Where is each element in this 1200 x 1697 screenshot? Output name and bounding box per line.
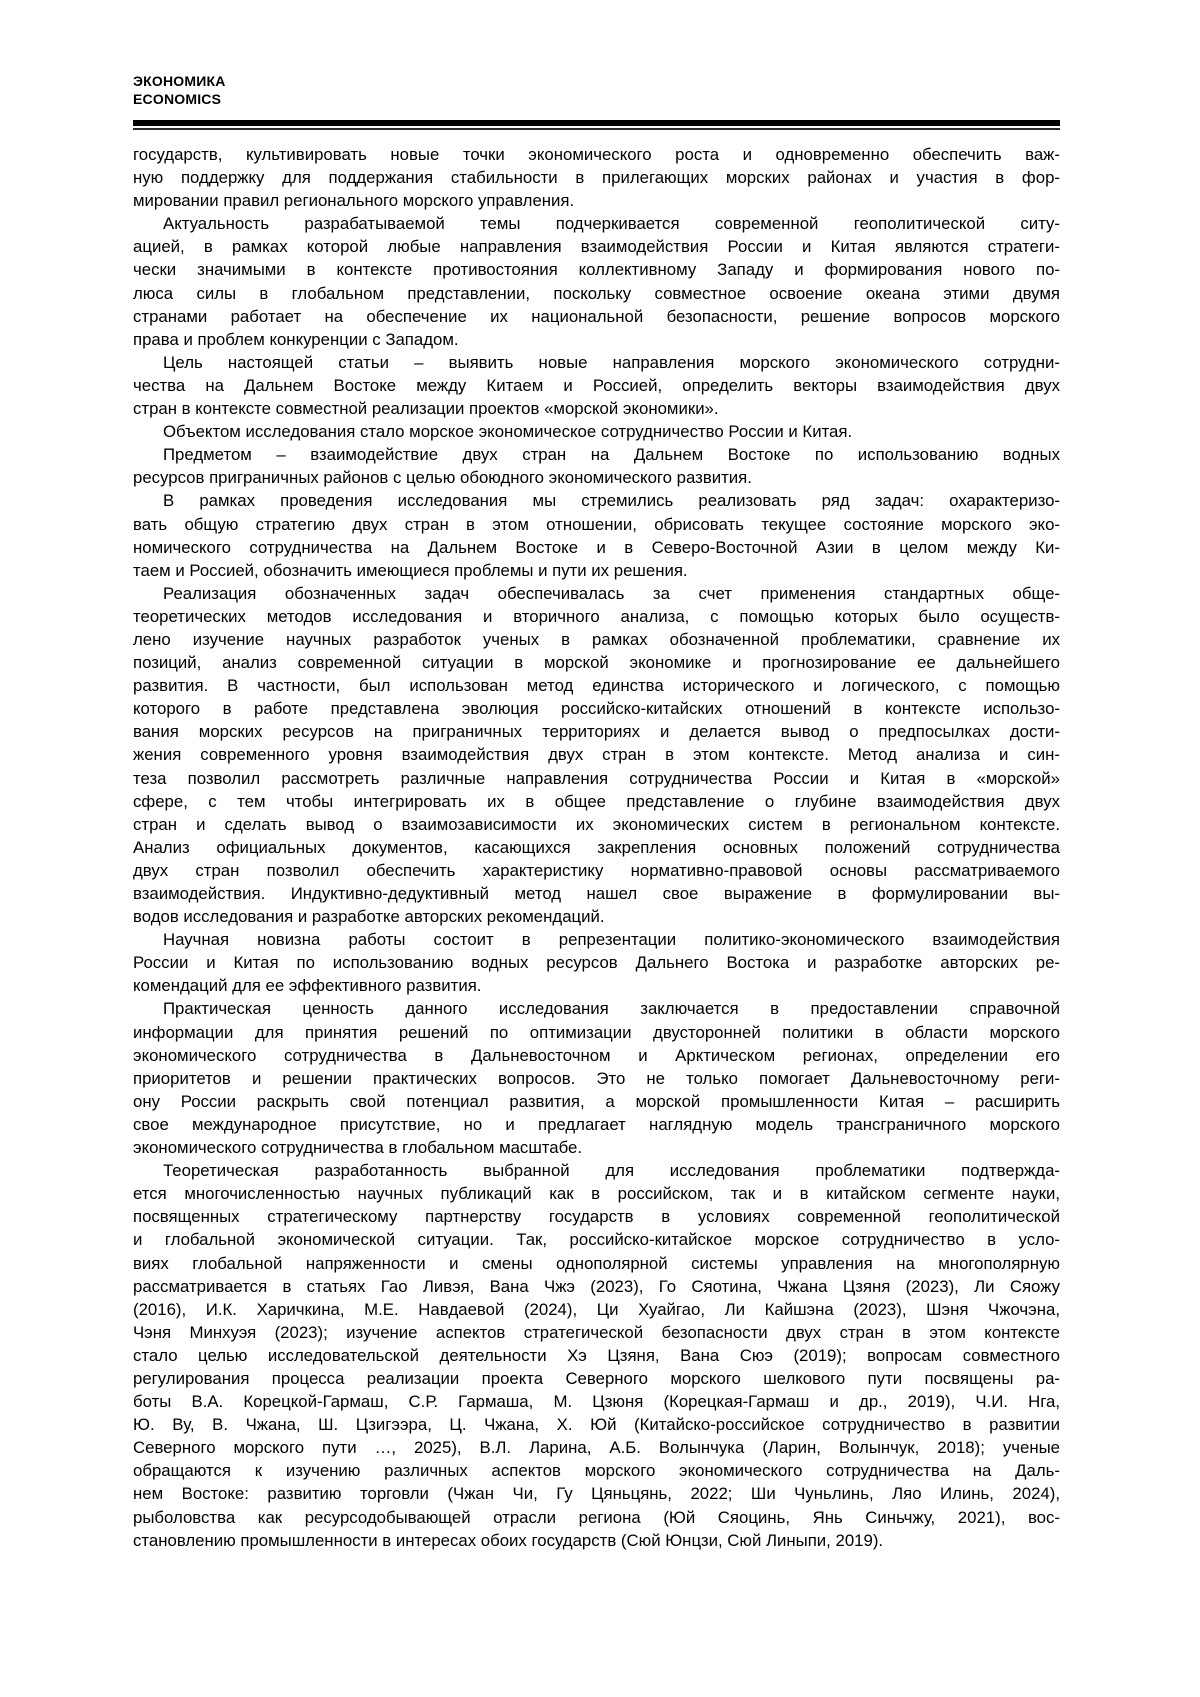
text-line: Реализация обозначенных задач обеспечивалась за счет применения стандартных обще- <box>163 583 1060 603</box>
text-line: посвященных стратегическому партнерству государств в условиях современной геополитической <box>133 1207 1060 1227</box>
text-line: и глобальной экономической ситуации. Так, российско-китайское морское сотрудничество в усло- <box>133 1230 1060 1250</box>
text-line: жения современного уровня взаимодействия двух стран в этом контексте. Метод анализа и син- <box>133 745 1060 765</box>
text-line: свое международное присутствие, но и предлагает наглядную модель трансграничного морского <box>133 1114 1060 1134</box>
text-line: Ю. Ву, В. Чжана, Ш. Цзигээра, Ц. Чжана, Х. Юй (Китайско-российское сотрудничество в развитии <box>133 1415 1060 1435</box>
text-line: ресурсов приграничных районов с целью обоюдного экономического развития. <box>133 468 752 488</box>
text-line: стало целью исследовательской деятельности Хэ Цзяня, Вана Сюэ (2019); вопросам совместного <box>133 1345 1060 1365</box>
text-line: развития. В частности, был использован метод единства исторического и логического, с помощью <box>133 676 1060 696</box>
text-line: Чэня Минхуэя (2023); изучение аспектов стратегической безопасности двух стран в этом контексте <box>133 1322 1060 1342</box>
text-line: теза позволил рассмотреть различные направления сотрудничества России и Китая в «морской» <box>133 768 1060 788</box>
text-line: Практическая ценность данного исследования заключается в предоставлении справочной <box>163 999 1060 1019</box>
text-line: ацией, в рамках которой любые направления взаимодействия России и Китая являются стратеги- <box>133 237 1060 257</box>
text-line: Анализ официальных документов, касающихся закрепления основных положений сотрудничества <box>133 837 1060 857</box>
text-line: Актуальность разрабатываемой темы подчеркивается современной геополитической ситу- <box>163 214 1060 234</box>
text-line: вания морских ресурсов на приграничных территориях и делается вывод о предпосылках дости- <box>133 722 1060 742</box>
text-line: номического сотрудничества на Дальнем Востоке и в Северо-Восточной Азии в целом между Ки- <box>133 537 1060 557</box>
text-line: права и проблем конкуренции с Западом. <box>133 329 459 349</box>
text-line: Предметом – взаимодействие двух стран на Дальнем Востоке по использованию водных <box>163 445 1060 465</box>
section-divider-rule <box>133 120 1060 130</box>
text-line: сфере, с тем чтобы интегрировать их в общее представление о глубине взаимодействия двух <box>133 791 1060 811</box>
text-line: комендаций для ее эффективного развития. <box>133 976 482 996</box>
text-line: информации для принятия решений по оптимизации двусторонней политики в области морского <box>133 1022 1060 1042</box>
text-line: обращаются к изучению различных аспектов морского экономического сотрудничества на Даль- <box>133 1461 1060 1481</box>
text-line: теоретических методов исследования и вторичного анализа, с помощью которых было осуществ- <box>133 606 1060 626</box>
text-line: взаимодействия. Индуктивно-дедуктивный метод нашел свое выражение в формулировании вы- <box>133 884 1060 903</box>
text-line: нем Востоке: развитию торговли (Чжан Чи, Гу Цяньцянь, 2022; Ши Чуньлинь, Ляо Илинь, 2024), <box>133 1484 1060 1504</box>
text-line: рассматривается в статьях Гао Ливэя, Вана Чжэ (2023), Го Сяотина, Чжана Цзяня (2023), Ли Сяожу <box>133 1276 1060 1296</box>
text-line: экономического сотрудничества в глобальном масштабе. <box>133 1138 583 1158</box>
text-line: приоритетов и решении практических вопросов. Это не только помогает Дальневосточному реги- <box>133 1068 1060 1088</box>
text-line: боты В.А. Корецкой-Гармаш, С.Р. Гармаша, М. Цзюня (Корецкая-Гармаш и др., 2019), Ч.И. Нга, <box>133 1392 1060 1412</box>
section-title-ru: ЭКОНОМИКА <box>133 73 226 89</box>
text-line: ную поддержку для поддержания стабильности в прилегающих морских районах и участия в фор- <box>133 168 1060 188</box>
text-line: экономического сотрудничества в Дальневосточном и Арктическом регионах, определении его <box>133 1045 1060 1065</box>
article-body <box>133 143 1060 1552</box>
text-line: водов исследования и разработке авторских рекомендаций. <box>133 907 605 927</box>
text-line: двух стран позволил обеспечить характеристику нормативно-правовой основы рассматриваемого <box>133 860 1060 880</box>
text-line: стран и сделать вывод о взаимозависимости их экономических систем в региональном контексте. <box>133 814 1060 834</box>
text-line: Научная новизна работы состоит в репрезентации политико-экономического взаимодействия <box>163 930 1060 950</box>
text-line: стран в контексте совместной реализации проектов «морской экономики». <box>133 399 719 419</box>
section-title-en: ECONOMICS <box>133 91 222 107</box>
text-line: В рамках проведения исследования мы стремились реализовать ряд задач: охарактеризо- <box>163 491 1060 511</box>
text-line: становлению промышленности в интересах обоих государств (Сюй Юнцзи, Сюй Линыпи, 2019). <box>133 1530 884 1550</box>
text-line: которого в работе представлена эволюция российско-китайских отношений в контексте использо- <box>133 699 1060 719</box>
text-line: позиций, анализ современной ситуации в морской экономике и прогнозирование ее дальнейшего <box>133 653 1060 673</box>
text-line: странами работает на обеспечение их национальной безопасности, решение вопросов морского <box>133 306 1060 326</box>
running-head <box>133 72 1060 108</box>
text-line: России и Китая по использованию водных ресурсов Дальнего Востока и разработке авторских ре- <box>133 953 1060 973</box>
text-line: регулирования процесса реализации проекта Северного морского шелкового пути посвящены ра- <box>133 1368 1060 1388</box>
text-line: (2016), И.К. Харичкина, М.Е. Навдаевой (2024), Ци Хуайгао, Ли Кайшэна (2023), Шэня Чжочэна, <box>133 1299 1060 1319</box>
text-line: Цель настоящей статьи – выявить новые направления морского экономического сотрудни- <box>163 352 1060 372</box>
text-line: чески значимыми в контексте противостояния коллективному Западу и формирования нового по- <box>133 260 1060 280</box>
text-line: люса силы в глобальном представлении, поскольку совместное освоение океана этими двумя <box>133 283 1060 303</box>
text-line: чества на Дальнем Востоке между Китаем и Россией, определить векторы взаимодействия двух <box>133 375 1060 395</box>
text-line: вать общую стратегию двух стран в этом отношении, обрисовать текущее состояние морского эко- <box>133 514 1060 534</box>
text-line: Северного морского пути …, 2025), В.Л. Ларина, А.Б. Волынчука (Ларин, Волынчук, 2018); ученые <box>133 1438 1060 1458</box>
text-line: ется многочисленностью научных публикаций как в российском, так и в китайском сегменте науки, <box>133 1184 1060 1204</box>
text-line: рыболовства как ресурсодобывающей отрасли региона (Юй Сяоцинь, Янь Синьчжу, 2021), вос- <box>133 1507 1060 1527</box>
text-line: таем и Россией, обозначить имеющиеся проблемы и пути их решения. <box>133 560 688 580</box>
text-line: государств, культивировать новые точки экономического роста и одновременно обеспечить важ- <box>133 145 1060 164</box>
text-line: виях глобальной напряженности и смены однополярной системы управления на многополярную <box>133 1253 1060 1273</box>
text-line: Теоретическая разработанность выбранной для исследования проблематики подтвержда- <box>163 1161 1060 1181</box>
text-line: Объектом исследования стало морское экономическое сотрудничество России и Китая. <box>163 422 853 442</box>
text-line: ону России раскрыть свой потенциал развития, а морской промышленности Китая – расширить <box>133 1091 1060 1111</box>
text-line: лено изучение научных разработок ученых в рамках обозначенной проблематики, сравнение их <box>133 629 1060 649</box>
text-line: мировании правил регионального морского управления. <box>133 191 575 211</box>
